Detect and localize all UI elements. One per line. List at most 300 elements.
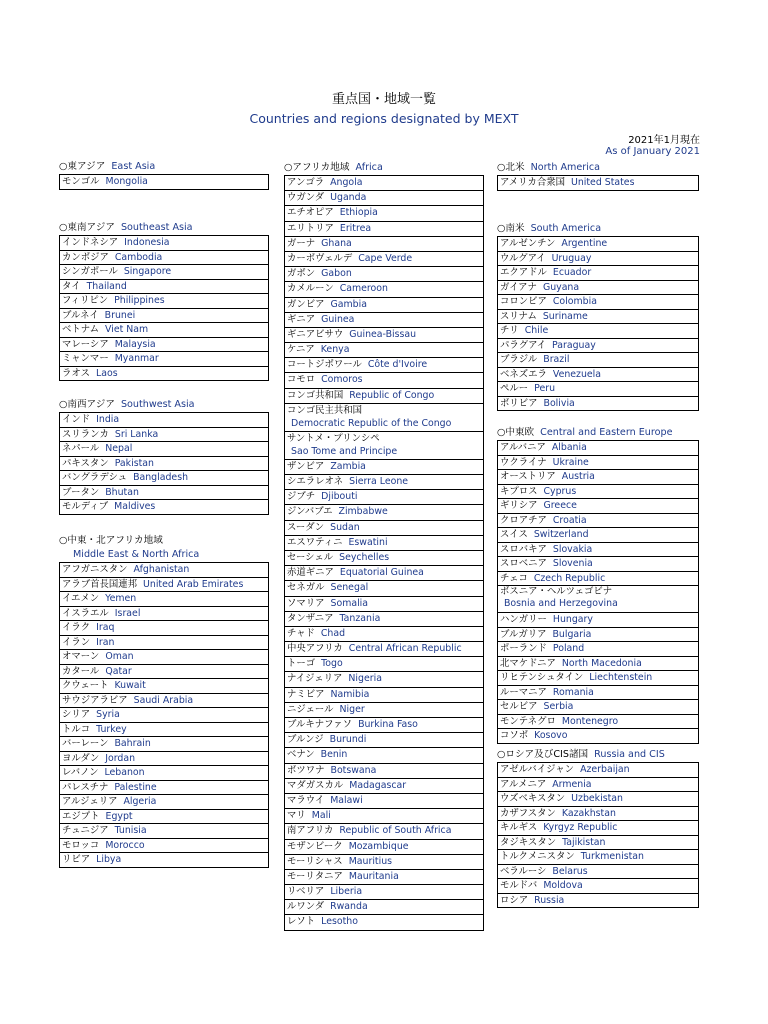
country-name-ja: アルゼンチン — [500, 238, 556, 249]
country-name-en: Libya — [96, 854, 122, 865]
region-title-ja: ○北米 — [497, 162, 525, 173]
country-name-en: Mauritania — [348, 870, 399, 882]
country-row — [60, 428, 268, 443]
country-row — [60, 839, 268, 854]
region-title — [59, 534, 269, 548]
country-name-en: Yemen — [105, 593, 137, 604]
country-name-ja: アルジェリア — [62, 796, 118, 807]
country-row — [60, 679, 268, 694]
country-name-en: Eritrea — [339, 222, 372, 234]
country-name-en: Uzbekistan — [571, 793, 623, 804]
country-name-en: Eswatini — [348, 536, 388, 548]
region-title — [59, 398, 269, 412]
country-name-ja: カタール — [62, 665, 100, 677]
country-name-en: Bolivia — [543, 397, 575, 409]
country-name-ja: ベネズエラ — [500, 368, 547, 380]
country-name-ja: ボツワナ — [287, 764, 325, 776]
country-row — [285, 475, 483, 490]
country-row — [285, 176, 483, 191]
country-row — [498, 700, 698, 715]
country-name-ja: ナミビア — [287, 688, 325, 700]
country-name-ja: ナイジェリア — [287, 673, 343, 685]
country-name-ja: ソマリア — [287, 597, 325, 609]
country-name-ja: アゼルバイジャン — [500, 764, 575, 775]
country-row — [60, 294, 268, 309]
country-name-ja: パレスチナ — [62, 781, 109, 793]
country-name-en: Democratic Republic of the Congo — [291, 417, 452, 429]
country-name-en: Switzerland — [533, 529, 589, 540]
date-english: As of January 2021 — [605, 146, 700, 157]
country-row — [285, 809, 483, 824]
country-name-ja: イスラエル — [62, 607, 109, 619]
country-name-ja: タイ — [62, 280, 81, 292]
country-name-en: Somalia — [330, 597, 369, 609]
country-row — [60, 338, 268, 353]
country-name-en: Gambia — [330, 298, 367, 310]
country-name-en: Suriname — [542, 310, 588, 322]
country-row — [285, 566, 483, 581]
country-name-en: Republic of South Africa — [339, 825, 452, 837]
country-name-en: Paraguay — [552, 339, 596, 351]
country-row — [60, 708, 268, 723]
country-name-en: Tanzania — [339, 612, 381, 624]
country-name-ja: スロベニア — [500, 558, 547, 569]
country-name-ja: ザンビア — [287, 460, 325, 472]
country-name-ja: マダガスカル — [287, 779, 344, 791]
country-name-en: Mauritius — [348, 855, 393, 867]
country-row — [285, 282, 483, 297]
country-name-ja: ガイアナ — [500, 281, 537, 293]
country-row — [285, 581, 483, 596]
country-row — [498, 528, 698, 543]
country-name-en: Belarus — [552, 865, 588, 877]
country-name-ja: パキスタン — [62, 457, 109, 469]
country-row — [285, 551, 483, 566]
country-name-ja: モンゴル — [62, 176, 100, 187]
country-name-en: Sao Tome and Principe — [291, 445, 398, 457]
country-row — [498, 686, 698, 701]
country-name-ja: ルワンダ — [287, 901, 325, 913]
region-title-en: East Asia — [111, 161, 156, 172]
country-name-ja: エクアドル — [500, 267, 547, 278]
country-row — [60, 766, 268, 781]
country-name-ja: スロバキア — [500, 543, 547, 555]
country-name-ja: ラオス — [62, 367, 91, 379]
country-name-ja: トルコ — [62, 723, 91, 735]
country-name-en: Comoros — [321, 374, 363, 386]
country-name-ja: チリ — [500, 325, 519, 336]
country-name-en: Singapore — [123, 266, 172, 277]
country-name-ja: アメリカ合衆国 — [500, 177, 565, 188]
country-name-en: Malaysia — [114, 338, 156, 350]
country-row — [285, 900, 483, 915]
country-name-ja: ウルグアイ — [500, 252, 546, 264]
country-row — [60, 471, 268, 486]
country-name-en: Gabon — [321, 268, 352, 280]
country-row — [285, 252, 483, 267]
country-row — [60, 578, 268, 593]
country-row — [285, 824, 483, 839]
country-name-ja: ジブチ — [287, 491, 316, 503]
country-row — [498, 836, 698, 851]
country-name-en: Russia — [534, 894, 565, 906]
country-name-en: Jordan — [105, 752, 136, 764]
country-row — [60, 853, 268, 867]
country-name-en: Brazil — [543, 354, 570, 365]
country-name-ja: カンボジア — [62, 251, 109, 263]
country-name-ja: ブルネイ — [62, 309, 99, 321]
country-name-en: Iraq — [96, 622, 115, 633]
country-name-en: Montenegro — [561, 715, 619, 727]
country-row — [498, 470, 698, 485]
country-name-ja: スイス — [500, 529, 528, 540]
country-name-ja: モルディブ — [62, 501, 109, 512]
country-row — [498, 879, 698, 894]
country-name-en: Venezuela — [552, 368, 602, 380]
country-name-en: Israel — [114, 607, 141, 619]
country-row — [498, 295, 698, 310]
country-row — [498, 514, 698, 529]
region-title-en: Southeast Asia — [120, 222, 193, 233]
country-row — [285, 597, 483, 612]
country-row — [498, 266, 698, 281]
country-row — [498, 237, 698, 252]
country-name-en: Benin — [320, 749, 348, 761]
country-name-en: Kuwait — [114, 680, 146, 691]
country-name-ja: モーリシャス — [287, 855, 343, 867]
country-name-en: Philippines — [114, 295, 165, 306]
country-row — [285, 536, 483, 551]
country-name-ja: モーリタニア — [287, 870, 343, 882]
country-row — [498, 324, 698, 339]
country-name-ja: ガボン — [287, 268, 316, 280]
country-row — [285, 404, 483, 432]
country-row — [60, 636, 268, 651]
country-name-en: Romania — [552, 686, 594, 698]
country-row — [285, 191, 483, 206]
country-name-ja: モザンビーク — [287, 840, 343, 852]
country-row — [498, 613, 698, 628]
country-name-en: Burundi — [329, 734, 367, 746]
country-row — [285, 612, 483, 627]
region-section — [497, 748, 699, 908]
country-row — [498, 382, 698, 397]
country-row — [285, 490, 483, 505]
country-row — [498, 572, 698, 587]
country-row — [498, 642, 698, 657]
region-title-en: Southwest Asia — [120, 399, 195, 410]
country-row — [498, 807, 698, 822]
country-name-en: Mongolia — [105, 176, 148, 187]
country-name-en: Liechtenstein — [589, 672, 653, 683]
country-row — [60, 650, 268, 665]
country-name-en: Central African Republic — [348, 643, 462, 655]
country-name-en: Lebanon — [104, 767, 145, 778]
country-row — [285, 657, 483, 672]
country-name-en: Mozambique — [348, 840, 409, 852]
country-name-en: Ghana — [321, 237, 352, 249]
date-japanese: 2021年1月現在 — [628, 135, 700, 146]
country-name-en: Morocco — [105, 839, 145, 851]
country-row — [285, 885, 483, 900]
country-name-en: Argentine — [561, 238, 608, 249]
region-section — [59, 160, 269, 190]
country-row — [285, 672, 483, 687]
country-name-en: Kosovo — [534, 730, 568, 741]
country-name-en: Kenya — [320, 344, 350, 356]
country-name-ja: ペルー — [500, 383, 529, 394]
country-name-en: Republic of Congo — [349, 389, 435, 401]
country-name-en: Hungary — [552, 614, 593, 625]
country-name-en: Bahrain — [114, 738, 151, 749]
country-row — [60, 486, 268, 501]
country-row — [60, 665, 268, 680]
region-title-en: South America — [530, 223, 602, 234]
country-name-ja: エチオピア — [287, 207, 334, 219]
country-name-ja: ポーランド — [500, 643, 547, 654]
country-name-en: Lesotho — [321, 916, 358, 928]
country-row — [60, 723, 268, 738]
country-name-en: Saudi Arabia — [133, 694, 194, 706]
country-name-en: Togo — [321, 658, 343, 670]
country-name-ja: ギニアビサウ — [287, 328, 344, 340]
country-name-ja: ウクライナ — [500, 456, 547, 468]
country-name-ja: セーシェル — [287, 551, 334, 563]
country-table — [497, 762, 699, 908]
country-name-en: Syria — [96, 709, 120, 720]
country-name-ja: ギニア — [287, 313, 316, 325]
country-name-ja: チャド — [287, 627, 315, 639]
region-section — [497, 426, 699, 744]
country-name-ja: アルバニア — [500, 442, 546, 453]
country-name-ja: ニジェール — [287, 703, 334, 715]
country-name-en: Senegal — [330, 582, 369, 594]
country-name-en: Cape Verde — [358, 252, 413, 264]
country-name-ja: ベナン — [287, 749, 315, 761]
country-name-ja: 北マケドニア — [500, 657, 556, 669]
country-name-ja: ブラジル — [500, 354, 538, 365]
country-row — [498, 894, 698, 908]
country-row — [498, 339, 698, 354]
country-name-ja: リヒテンシュタイン — [500, 672, 584, 683]
country-name-ja: コロンビア — [500, 296, 547, 307]
country-name-ja: ケニア — [287, 344, 315, 356]
country-name-ja: チュニジア — [62, 825, 109, 836]
region-title-ja: ○東南アジア — [59, 222, 115, 233]
country-name-ja: ハンガリー — [500, 614, 547, 625]
country-name-ja: レソト — [287, 916, 316, 928]
country-name-ja: オマーン — [62, 651, 100, 662]
country-row — [60, 607, 268, 622]
region-title-ja: ○中東欧 — [497, 427, 535, 438]
country-name-ja: 中央アフリカ — [287, 643, 343, 655]
country-name-ja: コートジボワール — [287, 359, 362, 371]
region-section — [284, 161, 484, 931]
country-name-ja: シエラレオネ — [287, 476, 344, 487]
country-name-en: Guinea — [321, 313, 355, 325]
country-name-ja: セネガル — [287, 582, 325, 594]
country-row — [285, 358, 483, 373]
country-row — [498, 821, 698, 836]
country-name-en: Zambia — [330, 460, 366, 472]
country-name-ja: エリトリア — [287, 222, 334, 234]
country-row — [60, 442, 268, 457]
country-name-en: Kazakhstan — [561, 807, 616, 819]
country-name-ja: ボリビア — [500, 397, 538, 409]
country-name-ja: ルーマニア — [500, 686, 547, 698]
country-name-en: Bangladesh — [133, 472, 189, 483]
country-row — [60, 824, 268, 839]
country-row — [60, 367, 268, 381]
country-name-en: Poland — [552, 643, 585, 654]
country-name-en: Algeria — [123, 796, 157, 807]
country-row — [60, 592, 268, 607]
region-title-ja: ○南西アジア — [59, 399, 115, 410]
country-name-ja: タンザニア — [287, 612, 334, 624]
country-name-ja: ギリシア — [500, 500, 538, 511]
country-row — [498, 557, 698, 572]
country-name-en: Qatar — [105, 665, 132, 677]
country-name-ja: ジンバブエ — [287, 506, 333, 518]
country-name-en: Azerbaijan — [580, 764, 630, 775]
country-row — [498, 310, 698, 325]
country-name-ja: セルビア — [500, 701, 538, 712]
country-row — [60, 752, 268, 767]
country-name-ja: ボスニア・ヘルツェゴビナ — [500, 586, 613, 597]
country-name-ja: アフガニスタン — [62, 564, 128, 575]
country-name-ja: サントメ・プリンシペ — [287, 432, 380, 444]
country-row — [285, 521, 483, 536]
country-name-ja: スーダン — [287, 521, 325, 533]
country-name-ja: チェコ — [500, 572, 528, 584]
region-title — [497, 426, 699, 440]
country-name-en: Sri Lanka — [114, 428, 159, 440]
country-row — [285, 237, 483, 252]
country-name-en: Laos — [96, 367, 118, 379]
country-name-en: Cameroon — [339, 283, 388, 295]
country-name-ja: ブータン — [62, 486, 100, 498]
country-row — [60, 810, 268, 825]
country-name-ja: ウズベキスタン — [500, 793, 566, 804]
country-name-ja: アルメニア — [500, 778, 547, 790]
region-title-en: Russia and CIS — [594, 749, 665, 760]
country-name-en: Iran — [96, 636, 115, 648]
country-table — [497, 236, 699, 411]
country-name-en: Nigeria — [348, 673, 382, 685]
country-row — [498, 485, 698, 500]
country-row — [60, 781, 268, 796]
country-row — [285, 794, 483, 809]
country-row — [285, 267, 483, 282]
country-name-en: Uruguay — [551, 252, 592, 264]
region-section — [497, 161, 699, 191]
country-name-ja: フィリピン — [62, 295, 109, 306]
country-name-en: Slovakia — [552, 543, 593, 555]
country-name-ja: ブルキナファソ — [287, 719, 353, 730]
country-name-ja: ベトナム — [62, 324, 100, 335]
country-name-en: United Arab Emirates — [143, 578, 244, 590]
country-name-ja: ガーナ — [287, 237, 316, 249]
country-name-en: Armenia — [552, 778, 592, 790]
country-row — [498, 176, 698, 190]
country-name-ja: クロアチア — [500, 514, 547, 526]
country-name-ja: ブルンジ — [287, 734, 324, 746]
country-name-en: Slovenia — [552, 558, 593, 569]
country-table — [59, 174, 269, 190]
country-name-en: Kyrgyz Republic — [543, 822, 618, 833]
region-title — [59, 160, 269, 174]
country-row — [285, 733, 483, 748]
country-name-en: Niger — [339, 703, 365, 715]
country-name-en: Brunei — [104, 309, 136, 321]
country-name-en: Madagascar — [349, 779, 407, 791]
country-row — [285, 748, 483, 763]
country-row — [60, 457, 268, 472]
country-name-en: Chile — [524, 325, 549, 336]
country-name-en: Ukraine — [552, 456, 589, 468]
region-section — [59, 534, 269, 868]
country-row — [60, 280, 268, 295]
region-title-ja: ○ロシア及びCIS諸国 — [497, 749, 589, 760]
region-section — [59, 398, 269, 515]
country-row — [285, 505, 483, 520]
country-name-en: Egypt — [105, 810, 133, 822]
country-name-ja: オーストリア — [500, 471, 556, 482]
country-name-en: Palestine — [114, 781, 157, 793]
country-name-en: Zimbabwe — [338, 506, 388, 518]
country-name-ja: インドネシア — [62, 237, 119, 248]
country-name-ja: コモロ — [287, 374, 316, 386]
country-name-ja: キプロス — [500, 485, 538, 497]
country-name-en: Chad — [320, 627, 346, 639]
country-name-ja: ブルガリア — [500, 628, 547, 640]
country-name-en: Angola — [330, 177, 363, 188]
country-name-en: Moldova — [543, 880, 583, 891]
page-subtitle: Countries and regions designated by MEXT — [249, 111, 519, 126]
region-title-ja: ○東アジア — [59, 161, 106, 172]
country-row — [285, 222, 483, 237]
country-name-ja: アラブ首長国連邦 — [62, 578, 138, 590]
country-row — [285, 343, 483, 358]
country-name-ja: モロッコ — [62, 839, 100, 851]
country-name-en: Pakistan — [114, 457, 154, 469]
country-name-en: Myanmar — [114, 353, 159, 364]
country-row — [498, 397, 698, 411]
country-name-ja: シリア — [62, 709, 91, 720]
country-name-en: Rwanda — [330, 901, 368, 913]
country-name-ja: バーレーン — [62, 738, 109, 749]
country-row — [60, 500, 268, 514]
country-row — [498, 499, 698, 514]
country-name-en: Austria — [561, 471, 595, 482]
country-name-en: Peru — [534, 383, 556, 394]
country-row — [285, 855, 483, 870]
country-row — [60, 175, 268, 189]
country-row — [498, 586, 698, 613]
country-row — [498, 715, 698, 730]
country-name-en: Seychelles — [339, 551, 390, 563]
country-name-ja: コンゴ民主共和国 — [287, 404, 363, 416]
country-name-en: Maldives — [114, 501, 156, 512]
country-row — [285, 703, 483, 718]
country-row — [498, 792, 698, 807]
region-title-en: Africa — [355, 162, 383, 173]
country-row — [285, 779, 483, 794]
country-name-en: Sudan — [330, 521, 360, 533]
country-name-ja: マレーシア — [62, 338, 109, 350]
country-name-en: Ecuador — [552, 267, 592, 278]
region-title-en: Middle East & North Africa — [73, 549, 200, 560]
